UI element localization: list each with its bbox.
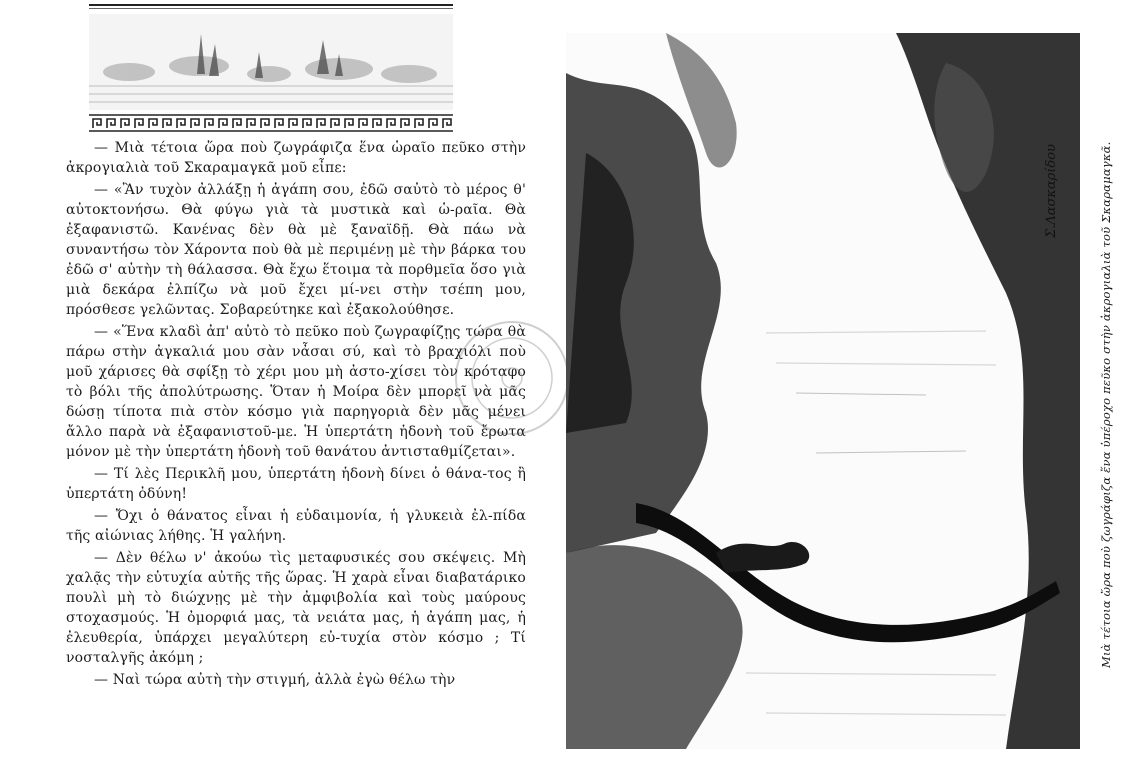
article-paragraph: — Ὄχι ὁ θάνατος εἶναι ἡ εὐδαιμονία, ἡ γλυκειὰ ἐλ-πίδα τῆς αἰώνιας λήθης. Ἡ γαλήνη. xyxy=(66,508,526,544)
pine-tree-painting xyxy=(566,33,1080,749)
article-paragraph: — Δὲν θέλω ν' ἀκούω τὶς μεταφυσικές σου σκέψεις. Μὴ χαλᾷς τὴν εὐτυχία αὐτῆς τῆς ὥρας. Ἡ χαρὰ εἶναι διαβατάρικο πουλὶ μὴ τὸ διώχνῃς μὲ τὴν ἀμφιβολία καὶ τοὺς μαύρους στοχασμούς. Ἡ ὀμορφιά μας, τὰ νειάτα μας, ἡ ἀγάπη μας, ἡ ἐλευθερία, ὑπάρχει μεγαλύτερη εὐ-τυχία στὸν κόσμο ; Τί νοσταλγῆς ἀκόμη ; xyxy=(66,550,526,666)
library-stamp xyxy=(452,318,572,438)
seascape-vignette xyxy=(89,14,453,110)
article-paragraph: — Μιὰ τέτοια ὥρα ποὺ ζωγράφιζα ἕνα ὡραῖο πεῦκο στὴν ἀκρογιαλιὰ τοῦ Σκαραμαγκᾶ μοῦ εἶπε: xyxy=(66,140,526,176)
artist-signature: Σ.Λασκαρίδου xyxy=(1044,144,1059,238)
header-rule xyxy=(89,4,453,6)
article-paragraph: — «Ἂν τυχὸν ἀλλάξῃ ἡ ἀγάπη σου, ἐδῶ σαὐτὸ τὸ μέρος θ' αὐτοκτονήσω. Θὰ φύγω γιὰ τὰ μυστικὰ καὶ ὡ-ραῖα. Θὰ ἐξαφανιστῶ. Κανένας δὲν θὰ μὲ ξαναϊδῇ. Θὰ πάω νὰ συναντήσω τὸν Χάροντα ποὺ θὰ μὲ περιμένῃ μὲ τὴν βάρκα του ἐδῶ σ' αὐτὴν τὴ θάλασσα. Θὰ ἔχω ἕτοιμα τὰ πορθμεῖα ὅσο γιὰ μιὰ δεκάρα ἐλπίζω νὰ μοῦ ἔχει μί-νει στὴν τσέπη μου, πρόσθεσε γελῶντας. Σοβαρεύτηκε καὶ ἐξακολούθησε. xyxy=(66,182,526,318)
figure-caption: Μιὰ τέτοια ὥρα ποὺ ζωγράφιζα ἕνα ὑπέροχο πεῦκο στὴν ἀκρογιαλιὰ τοῦ Σκαραμαγκᾶ. xyxy=(1099,141,1113,669)
article-paragraph: — «Ἕνα κλαδὶ ἀπ' αὐτὸ τὸ πεῦκο ποὺ ζωγραφίζῃς τώρα θὰ πάρω στὴν ἀγκαλιά μου σὰν νἆσαι σύ, καὶ τὸ βραχιόλι ποὺ μοῦ χάρισες θὰ σφίξῃ τὸ χέρι μου μὴ ἀστο-χίσει τὸν κρόταφο τὸ βόλι τῆς ἀπολύτρωσης. Ὅταν ἡ Μοίρα δὲν μπορεῖ νὰ μᾶς δώσῃ τίποτα πιὰ στὸν κόσμο γιὰ παρηγοριὰ δὲν μᾶς μένει ἄλλο παρὰ νὰ ἐξαφανιστοῦ-με. Ἡ ὑπερτάτη ἡδονὴ τοῦ ἔρωτα μόνον μὲ τὴν ὑπερτάτη ἡδονὴ τοῦ θανάτου ἀντισταθμίζεται». xyxy=(66,324,526,460)
article-paragraph: — Ναὶ τώρα αὐτὴ τὴν στιγμή, ἀλλὰ ἐγὼ θέλω τὴν xyxy=(94,672,456,688)
article-paragraph: — Τί λὲς Περικλῆ μου, ὑπερτάτη ἡδονὴ δίνει ὁ θάνα-τος ἢ ὑπερτάτη ὀδύνη! xyxy=(66,466,526,502)
header-rule-thin xyxy=(89,8,453,9)
meander-border xyxy=(89,114,453,132)
